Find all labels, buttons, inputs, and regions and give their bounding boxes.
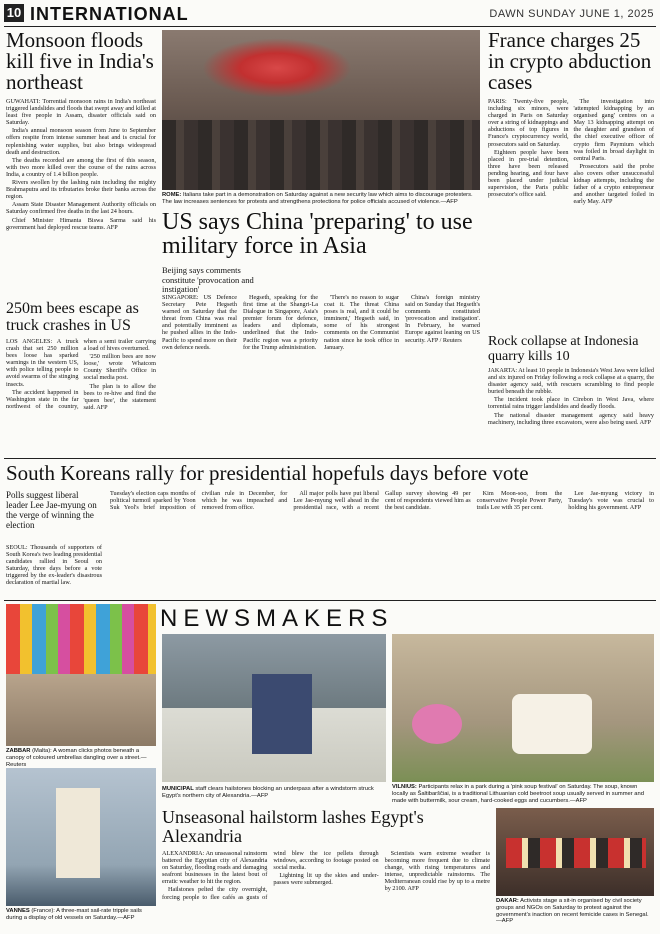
zabbar-photo: [6, 604, 156, 746]
rock-para: JAKARTA: At least 10 people in Indonesia's West Java were killed and six injured on Friday following a rock collapse at a quarry, the disaster agency said, with rescuers scrambling to find people buried beneath the rubble.: [488, 367, 654, 396]
rock-para: The national disaster management agency said heavy machinery, including three excavators, were also being used. AFP: [488, 411, 654, 426]
sails: [56, 788, 100, 878]
southkorea-para: SEOUL: Thousands of supporters of South Korea's two leading presidential candidates rallied in Seoul on Saturday, three days before a vote triggered by the ex-leader's disastrous declaration of martial law.: [6, 544, 102, 587]
southkorea-para: All major polls have put liberal Lee Jae-myung well ahead in the presidential race, with a recent Gallup survey showing 49 per cent of respondents viewed him as the best candidate.: [293, 490, 471, 512]
section-rule: [4, 458, 656, 459]
bees-para: The plan is to allow the bees to re-hive and find the 'queen bee', the statement said. AFP: [83, 382, 156, 411]
section-title: INTERNATIONAL: [30, 4, 189, 24]
monsoon-article: [6, 30, 156, 326]
china-para: China's foreign ministry said on Sunday that Hegseth's comments constituted 'provocation and instigation'. In February, he warned Europe against leaning on US security. AFP / Reuters: [405, 294, 480, 344]
vannes-caption: [6, 908, 156, 922]
rome-caption-text: Italians take part in a demonstration on Saturday against a new security law which aims to discourage protesters. The law increases sentences for protests and strengthens protections for police officials accused of violence.—AFP: [162, 192, 473, 205]
monsoon-headline: Monsoon floods kill five in India's northeast: [6, 28, 154, 94]
alexandria-caption-text: staff clears hailstones blocking an underpass after a windstorm struck Egypt's northern city of Alexandria.—AFP: [162, 786, 374, 799]
vilnius-caption-place: VILNIUS:: [392, 784, 417, 790]
pink-bowl: [412, 704, 462, 744]
southkorea-lead: [6, 544, 102, 592]
rock-para: The incident took place in Cirebon in West Java, where torrential rains trigger landslides and deadly floods.: [488, 396, 654, 411]
vannes-caption-text: (France): A three-mast sail-rate tripple sails during a display of old vessels on Saturday.—AFP: [6, 908, 142, 921]
monsoon-para: The deaths recorded are among the first of this season, with two more killed over the course of the rains across India, a country of 1.4 billion people.: [6, 156, 156, 178]
france-para: Eighteen people have been placed in pre-trial detention, three have been released pending hearing, and four have been placed under judicial supervision, the Paris public prosecutor's office said.: [488, 148, 569, 199]
monsoon-para: India's annual monsoon season from June to September offers respite from intense summer heat and is crucial for replenishing water supplies, but also brings widespread death and destruction.: [6, 127, 156, 156]
southkorea-headline: South Koreans rally for presidential hopefuls days before vote: [6, 461, 529, 485]
alexandria-hail-photo: [162, 634, 386, 782]
bees-para: '250 million bees are now loose,' wrote Whatcom County Sheriff's Office in social media post.: [83, 353, 156, 382]
southkorea-para: Kim Moon-soo, from the conservative People Power Party, trails Lee with 35 per cent.: [476, 490, 563, 512]
hailstorm-para: Scientists warn extreme weather is becoming more frequent due to climate change, with rising temperatures and intense, unpredictable rainstorms. The Mediterranean could rise by up to a metre by 2100. AFP: [384, 850, 490, 893]
monsoon-para: Chief Minister Himanta Biswa Sarma said his government had deployed rescue teams. AFP: [6, 216, 156, 231]
rome-protest-photo: [162, 30, 480, 190]
newsmakers-title: NEWSMAKERS: [160, 605, 394, 632]
monsoon-para: Rivers swollen by the lashing rain including the mighty Brahmaputra and its tributaries broke their banks across the region.: [6, 179, 156, 201]
bees-body: [6, 338, 156, 462]
street: [6, 674, 156, 746]
flare-smoke: [202, 38, 352, 98]
monsoon-body: [6, 98, 156, 326]
people: [512, 694, 592, 754]
china-body: [162, 294, 480, 454]
rock-body: [488, 367, 654, 453]
zabbar-caption: [6, 748, 156, 768]
china-para: 'There's no reason to sugar coat it. The threat China poses is real, and it could be imminent,' Hegseth said, in some of his strongest comments on the Communist nation since he took office in January.: [324, 294, 399, 351]
alexandria-caption: [162, 786, 386, 800]
dakar-caption-text: Activists stage a sit-in organised by civil society groups and NGOs on Saturday to protest against the government's inaction on recent femicide cases in Senegal.—AFP: [496, 898, 649, 925]
southkorea-para: Lee Jae-myung victory in Tuesday's vote was crucial to holding his government. AFP: [568, 490, 654, 512]
page-number: 10: [4, 4, 24, 22]
vilnius-caption: [392, 784, 654, 804]
southkorea-article: [6, 461, 654, 587]
dakar-caption-place: DAKAR:: [496, 898, 519, 904]
rome-caption: [162, 192, 480, 206]
france-para: Prosecutors said the probe also covers other unsuccessful kidnap attempts, including the father of a crypto entrepreneur and another targeted foiled in early May. AFP: [573, 162, 654, 206]
hailstorm-para: Lightning lit up the skies and under-passes were submerged.: [273, 872, 379, 887]
umbrellas: [6, 604, 156, 674]
france-headline: France charges 25 in crypto abduction cases: [488, 28, 652, 94]
china-deck: Beijing says comments constitute 'provocation and instigation': [162, 265, 254, 294]
china-para: Hegseth, speaking for the first time at the Shangri-La Dialogue in Singapore, Asia's premier forum for defence, leaders and diplomats, underlined that the Indo-Pacific region was a priority for the Trump administration.: [243, 294, 318, 351]
monsoon-para: GUWAHATI: Torrential monsoon rains in India's northeast triggered landslides and floods that swept away and killed at least five people in Assam, disaster officials said on Saturday.: [6, 98, 156, 127]
crowd: [162, 120, 480, 190]
southkorea-para: Tuesday's election caps months of political turmoil sparked by Yoon Suk Yeol's brief imposition of civilian rule in December, for which he was impeached and removed from office.: [110, 490, 288, 512]
worker: [252, 674, 312, 754]
vannes-caption-place: VANNES: [6, 908, 30, 914]
rock-headline: Rock collapse at Indonesia quarry kills 10: [488, 334, 639, 364]
vilnius-caption-text: Participants relax in a park during a 'pink soup festival' on Saturday. The soup, known locally as Šaltibarščiai, is a traditional Lithuanian cold beetroot soup usually served in summer and made with buttermilk, sour cream, hard-cooked eggs and cucumbers.—AFP: [392, 784, 644, 804]
dakar-photo: [496, 808, 654, 896]
hailstorm-article: [162, 808, 490, 928]
china-article: [162, 209, 480, 351]
bees-headline: 250m bees escape as truck crashes in US: [6, 300, 139, 334]
vannes-photo: [6, 768, 156, 906]
hailstorm-body: [162, 850, 490, 928]
hailstorm-para: Hailstones pelted the city overnight, forcing people to flee cafés as gusts of wind blew the ice pellets through windows, according to footage posted on social media.: [162, 850, 379, 901]
china-headline: US says China 'preparing' to use military force in Asia: [162, 209, 473, 259]
dakar-caption: [496, 898, 654, 925]
southkorea-body: [110, 490, 654, 594]
monsoon-para: Assam State Disaster Management Authority officials on Saturday confirmed five deaths in the last 24 hours.: [6, 201, 156, 216]
rock-article: [488, 334, 654, 453]
china-para: SINGAPORE: US Defence Secretary Pete Hegseth warned on Saturday that the threat from China was real and potentially imminent as he pushed allies in the Indo-Pacific to spend more on their own defence needs.: [162, 294, 237, 351]
zabbar-caption-text: (Malta): A woman clicks photos beneath a canopy of coloured umbrellas dangling over a street.—Reuters: [6, 748, 147, 768]
vilnius-photo: [392, 634, 654, 782]
alexandria-caption-place: MUNICIPAL: [162, 786, 194, 792]
bees-para: LOS ANGELES: A truck crash that set 250 million bees loose has sparked warnings in the western US, with police telling people to avoid swarms of the stinging insects.: [6, 338, 79, 388]
france-article: [488, 30, 654, 328]
france-body: [488, 98, 654, 328]
dateline: DAWN SUNDAY JUNE 1, 2025: [489, 8, 654, 20]
protesters: [506, 838, 646, 868]
france-para: The investigation into 'attempted kidnapping by an organised gang' centres on a May 13 kidnapping attempt on the daughter and grandson of the chief executive officer of crypto firm Paymium which was foiled in broad daylight in central Paris.: [573, 98, 654, 162]
bees-article: [6, 300, 156, 462]
header-rule: [4, 26, 656, 27]
rome-caption-place: ROME:: [162, 192, 182, 198]
bees-para: The accident happened in Washington state in the far northwest of the country, when a semi trailer carrying a load of hives overturned.: [6, 338, 156, 410]
southkorea-deck: Polls suggest liberal leader Lee Jae-myung on the verge of winning the election: [6, 490, 97, 530]
hailstorm-para: ALEXANDRIA: An unseasonal rainstorm battered the Egyptian city of Alexandria on Saturday, flooding roads and damaging seafront businesses in the latest bout of erratic weather to hit the region.: [162, 850, 268, 886]
france-para: PARIS: Twenty-five people, including six minors, were charged in Paris on Saturday over a string of kidnappings and abductions of top figures in France's cryptocurrency world, prosecutors said on Saturday.: [488, 98, 569, 148]
section-rule: [4, 600, 656, 601]
hailstorm-headline: Unseasonal hailstorm lashes Egypt's Alexandria: [162, 807, 424, 846]
zabbar-caption-place: ZABBAR: [6, 748, 31, 754]
